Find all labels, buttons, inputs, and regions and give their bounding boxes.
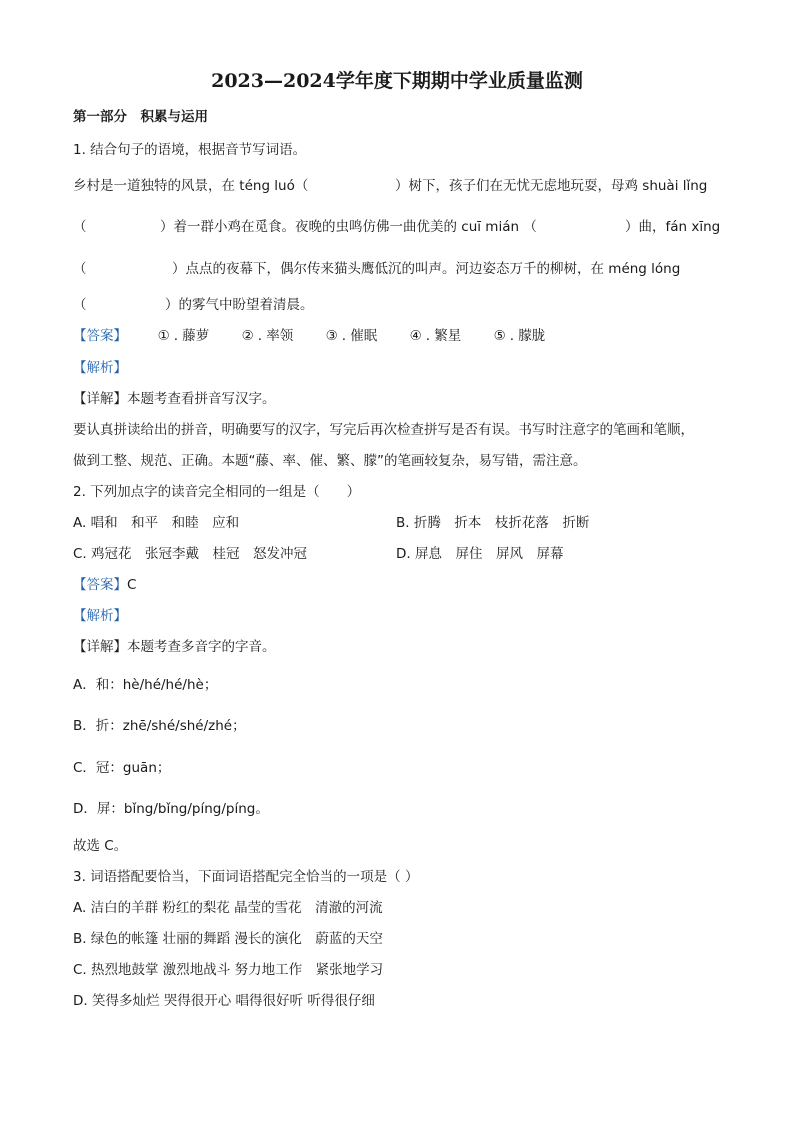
q3-option-c: C. 热烈地鼓掌 激烈地战斗 努力地工作 紧张地学习	[73, 962, 384, 978]
q1-line1-part2: ）树下，孩子们在无忧无虑地玩耍，母鸡 shuài lǐng	[395, 178, 708, 194]
part-heading: 第一部分 积累与运用	[73, 109, 208, 125]
detail-label: 【详解】	[73, 391, 127, 407]
q1-detail: 【详解】本题考查看拼音写汉字。	[73, 391, 276, 407]
q1-answer-row	[73, 330, 573, 344]
answer-item: ③ . 催眠	[325, 328, 378, 344]
q2-conclusion: 故选 C。	[73, 838, 128, 854]
answer-value: C	[127, 577, 137, 593]
q1-detail-line2: 要认真拼读给出的拼音，明确要写的汉字，写完后再次检查拼写是否有误。书写时注意字的笔画和笔顺，	[73, 422, 694, 438]
q3-stem: 3. 词语搭配要恰当，下面词语搭配完全恰当的一项是（ ）	[73, 869, 419, 885]
q2-option-a: A. 唱和 和平 和睦 应和	[73, 515, 240, 531]
q2-explain-a: A．和：hè/hé/hé/hè；	[73, 677, 218, 693]
answer-label: 【答案】	[73, 577, 127, 593]
answer-item: ④ . 繁星	[409, 328, 462, 344]
q2-detail: 【详解】本题考查多音字的字音。	[73, 639, 276, 655]
q2-answer-row	[73, 579, 136, 593]
q1-line3-part1: （	[73, 261, 87, 277]
detail-label: 【详解】	[73, 639, 127, 655]
q1-analysis-label: 【解析】	[73, 360, 127, 376]
q1-line4-part1: （	[73, 297, 87, 313]
q1-stem: 1. 结合句子的语境，根据音节写词语。	[73, 142, 307, 158]
page-title: 2023—2024学年度下期期中学业质量监测	[211, 70, 583, 92]
answer-item: ② . 率领	[241, 328, 294, 344]
answer-item: ⑤ . 朦胧	[493, 328, 546, 344]
q2-option-d: D. 屏息 屏住 屏风 屏幕	[396, 546, 564, 562]
q2-explain-c: C．冠：guān；	[73, 760, 171, 776]
q1-line1-part1: 乡村是一道独特的风景，在 téng luó（	[73, 178, 309, 194]
q1-line4-part2: ）的雾气中盼望着清晨。	[165, 297, 314, 313]
q2-option-b: B. 折腾 折本 枝折花落 折断	[396, 515, 590, 531]
q3-option-a: A. 洁白的羊群 粉红的梨花 晶莹的雪花 清澈的河流	[73, 900, 383, 916]
q2-explain-d: D．屏：bǐng/bǐng/píng/píng。	[73, 801, 269, 817]
q1-line2-part1: （	[73, 219, 87, 235]
q1-line2-part3: ）曲，fán xīng	[625, 219, 721, 235]
q1-detail-line3: 做到工整、规范、正确。本题“藤、率、催、繁、朦”的笔画较复杂，易写错，需注意。	[73, 453, 587, 469]
q2-analysis-label: 【解析】	[73, 608, 127, 624]
q1-line3-part2: ）点点的夜幕下，偶尔传来猫头鹰低沉的叫声。河边姿态万千的柳树，在 méng lóng	[172, 261, 681, 277]
q3-option-b: B. 绿色的帐篷 壮丽的舞蹈 漫长的演化 蔚蓝的天空	[73, 931, 383, 947]
q3-option-d: D. 笑得多灿烂 哭得很开心 唱得很好听 听得很仔细	[73, 993, 375, 1009]
answer-item: ① . 藤萝	[157, 328, 210, 344]
q1-line2-part2: ）着一群小鸡在觅食。夜晚的虫鸣仿佛一曲优美的 cuī mián （	[160, 219, 537, 235]
q2-stem: 2. 下列加点字的读音完全相同的一组是（ ）	[73, 484, 361, 500]
answer-label: 【答案】	[73, 328, 127, 344]
q2-option-c: C. 鸡冠花 张冠李戴 桂冠 怒发冲冠	[73, 546, 308, 562]
q2-explain-b: B．折：zhē/shé/shé/zhé；	[73, 718, 246, 734]
